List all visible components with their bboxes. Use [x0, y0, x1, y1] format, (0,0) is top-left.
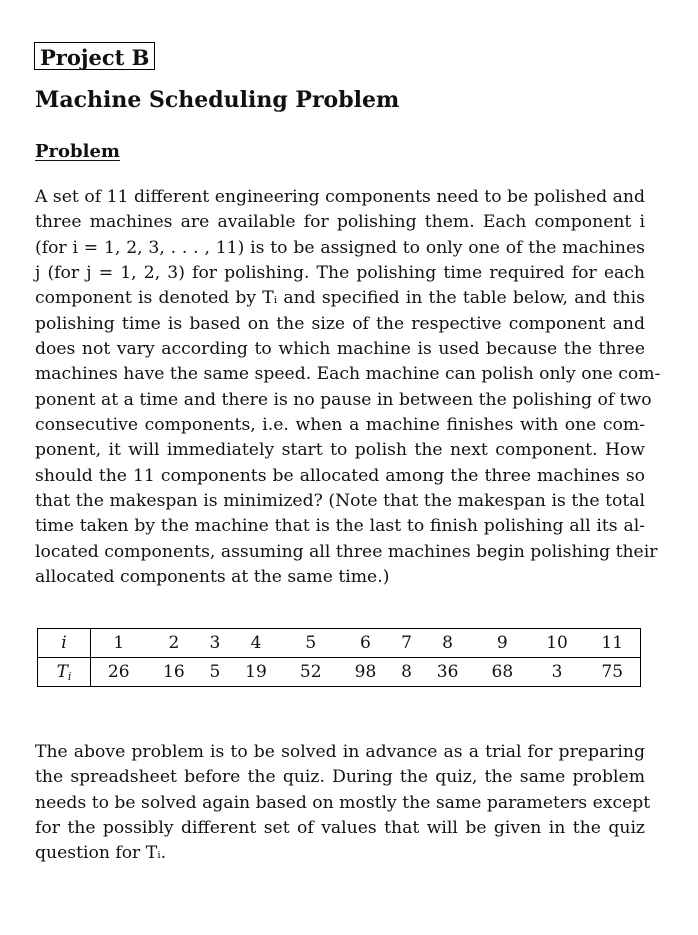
index-cell: 10 — [530, 629, 585, 658]
time-cell: 16 — [163, 662, 185, 682]
paragraph-line: (for i = 1, 2, 3, . . . , 11) is to be assigned to only one of the machines — [35, 237, 645, 258]
polishing-time-table — [37, 628, 641, 687]
row-label-time-subscript: i — [67, 669, 72, 683]
paragraph-line: ponent, it will immediately start to polish the next component. How — [35, 440, 645, 461]
paragraph-line: allocated components at the same time.) — [35, 567, 390, 588]
paragraph-line: A set of 11 different engineering components need to be polished and — [35, 187, 645, 207]
index-cell: 1 — [91, 629, 147, 658]
paragraph-line: does not vary according to which machine is used because the three — [35, 339, 645, 360]
time-cell: 36 — [436, 662, 459, 682]
row-label-index: i — [38, 629, 91, 658]
closing-paragraph — [35, 740, 651, 867]
paragraph-line: that the makespan is minimized? (Note that the makespan is the total — [35, 491, 645, 512]
paragraph-line: consecutive components, i.e. when a machine finishes with one com- — [35, 415, 645, 436]
paragraph-line: time taken by the machine that is the last to finish polishing all its al- — [35, 516, 645, 537]
paragraph-line: three machines are available for polishing them. Each component i — [35, 212, 645, 233]
problem-paragraph — [35, 185, 661, 591]
project-label-text: Project B — [40, 45, 150, 70]
index-cell: 7 — [393, 629, 420, 658]
time-cell: 19 — [245, 662, 267, 682]
paragraph-line: for the possibly different set of values that will be given in the quiz — [35, 818, 645, 839]
index-cell: 9 — [475, 629, 530, 658]
index-cell: 5 — [283, 629, 338, 658]
time-cell: 75 — [601, 662, 624, 682]
paragraph-line: the spreadsheet before the quiz. During the quiz, the same problem — [35, 767, 645, 788]
time-cell: 3 — [551, 662, 563, 682]
paragraph-line: should the 11 components be allocated among the three machines so — [35, 465, 645, 486]
index-cell: 4 — [229, 629, 284, 658]
section-heading-problem: Problem — [35, 141, 120, 162]
paragraph-line: polishing time is based on the size of the respective component and — [35, 313, 645, 334]
paragraph-line: needs to be solved again based on mostly the same parameters except — [35, 792, 651, 813]
index-cell: 11 — [584, 629, 640, 658]
time-cell: 5 — [209, 662, 221, 682]
time-cell: 26 — [107, 662, 130, 682]
row-label-time-symbol: T — [56, 661, 68, 682]
index-cell: 8 — [420, 629, 475, 658]
paragraph-line: The above problem is to be solved in advance as a trial for preparing — [35, 742, 645, 762]
row-label-time — [38, 658, 91, 687]
paragraph-line: ponent at a time and there is no pause in between the polishing of two — [35, 389, 652, 410]
index-cell: 2 — [147, 629, 202, 658]
paragraph-line: question for Tᵢ. — [35, 843, 167, 864]
paragraph-line: j (for j = 1, 2, 3) for polishing. The polishing time required for each — [35, 263, 645, 284]
time-cell: 52 — [299, 662, 322, 682]
table-row-time — [38, 658, 641, 687]
table-row-index — [38, 629, 641, 658]
paragraph-line: located components, assuming all three machines begin polishing their — [35, 541, 658, 562]
index-cell: 6 — [338, 629, 393, 658]
time-cell: 68 — [491, 662, 514, 682]
time-cell: 98 — [354, 662, 377, 682]
paragraph-line: component is denoted by Tᵢ and specified in the table below, and this — [35, 288, 645, 309]
project-label — [34, 42, 155, 70]
paragraph-line: machines have the same speed. Each machine can polish only one com- — [35, 364, 661, 385]
time-cell: 8 — [401, 662, 412, 682]
page-title: Machine Scheduling Problem — [35, 87, 400, 113]
index-cell: 3 — [201, 629, 228, 658]
